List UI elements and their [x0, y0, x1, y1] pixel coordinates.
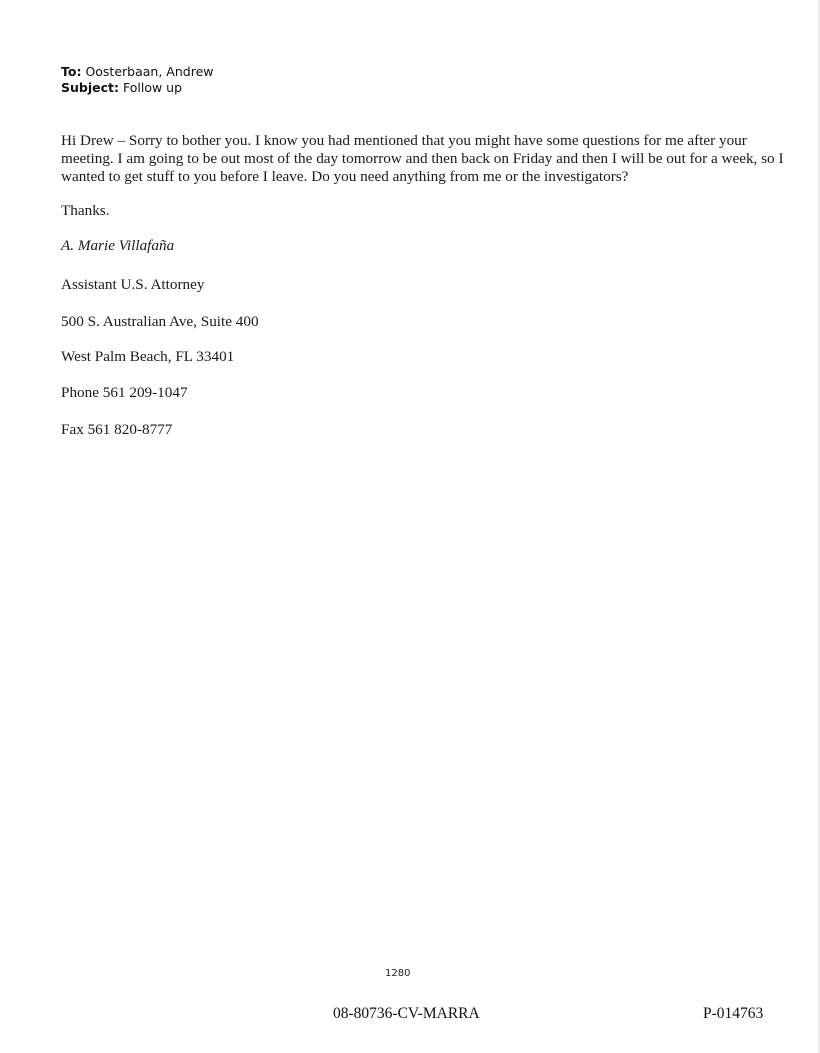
message-text: Hi Drew – Sorry to bother you. I know you had mentioned that you might have some questions for me after your meeting. I am going to be out most of the day tomorrow and then back on Friday and then I will be out for a week, so I wanted to get stuff to you before I leave. Do you need anything from me or the investigators? [61, 132, 784, 185]
case-number: 08-80736-CV-MARRA [333, 1005, 480, 1022]
signature-title: Assistant U.S. Attorney [61, 276, 205, 293]
signature-address-line2: West Palm Beach, FL 33401 [61, 348, 235, 365]
bates-number: P-014763 [703, 1005, 764, 1022]
signature-fax: Fax 561 820-8777 [61, 421, 173, 438]
signature-phone: Phone 561 209-1047 [61, 384, 188, 401]
to-label: To: [61, 64, 82, 79]
subject-line [61, 80, 213, 96]
signature-address-line1: 500 S. Australian Ave, Suite 400 [61, 313, 259, 330]
page-number: 1280 [385, 968, 411, 979]
closing-text: Thanks. [61, 202, 110, 219]
subject-value: Follow up [122, 80, 183, 95]
subject-label: Subject: [61, 80, 119, 95]
signature-name: A. Marie Villafaña [61, 237, 175, 254]
email-header [61, 64, 213, 96]
to-line [61, 64, 213, 80]
to-value: Oosterbaan, Andrew [85, 64, 214, 79]
email-body [61, 132, 796, 186]
